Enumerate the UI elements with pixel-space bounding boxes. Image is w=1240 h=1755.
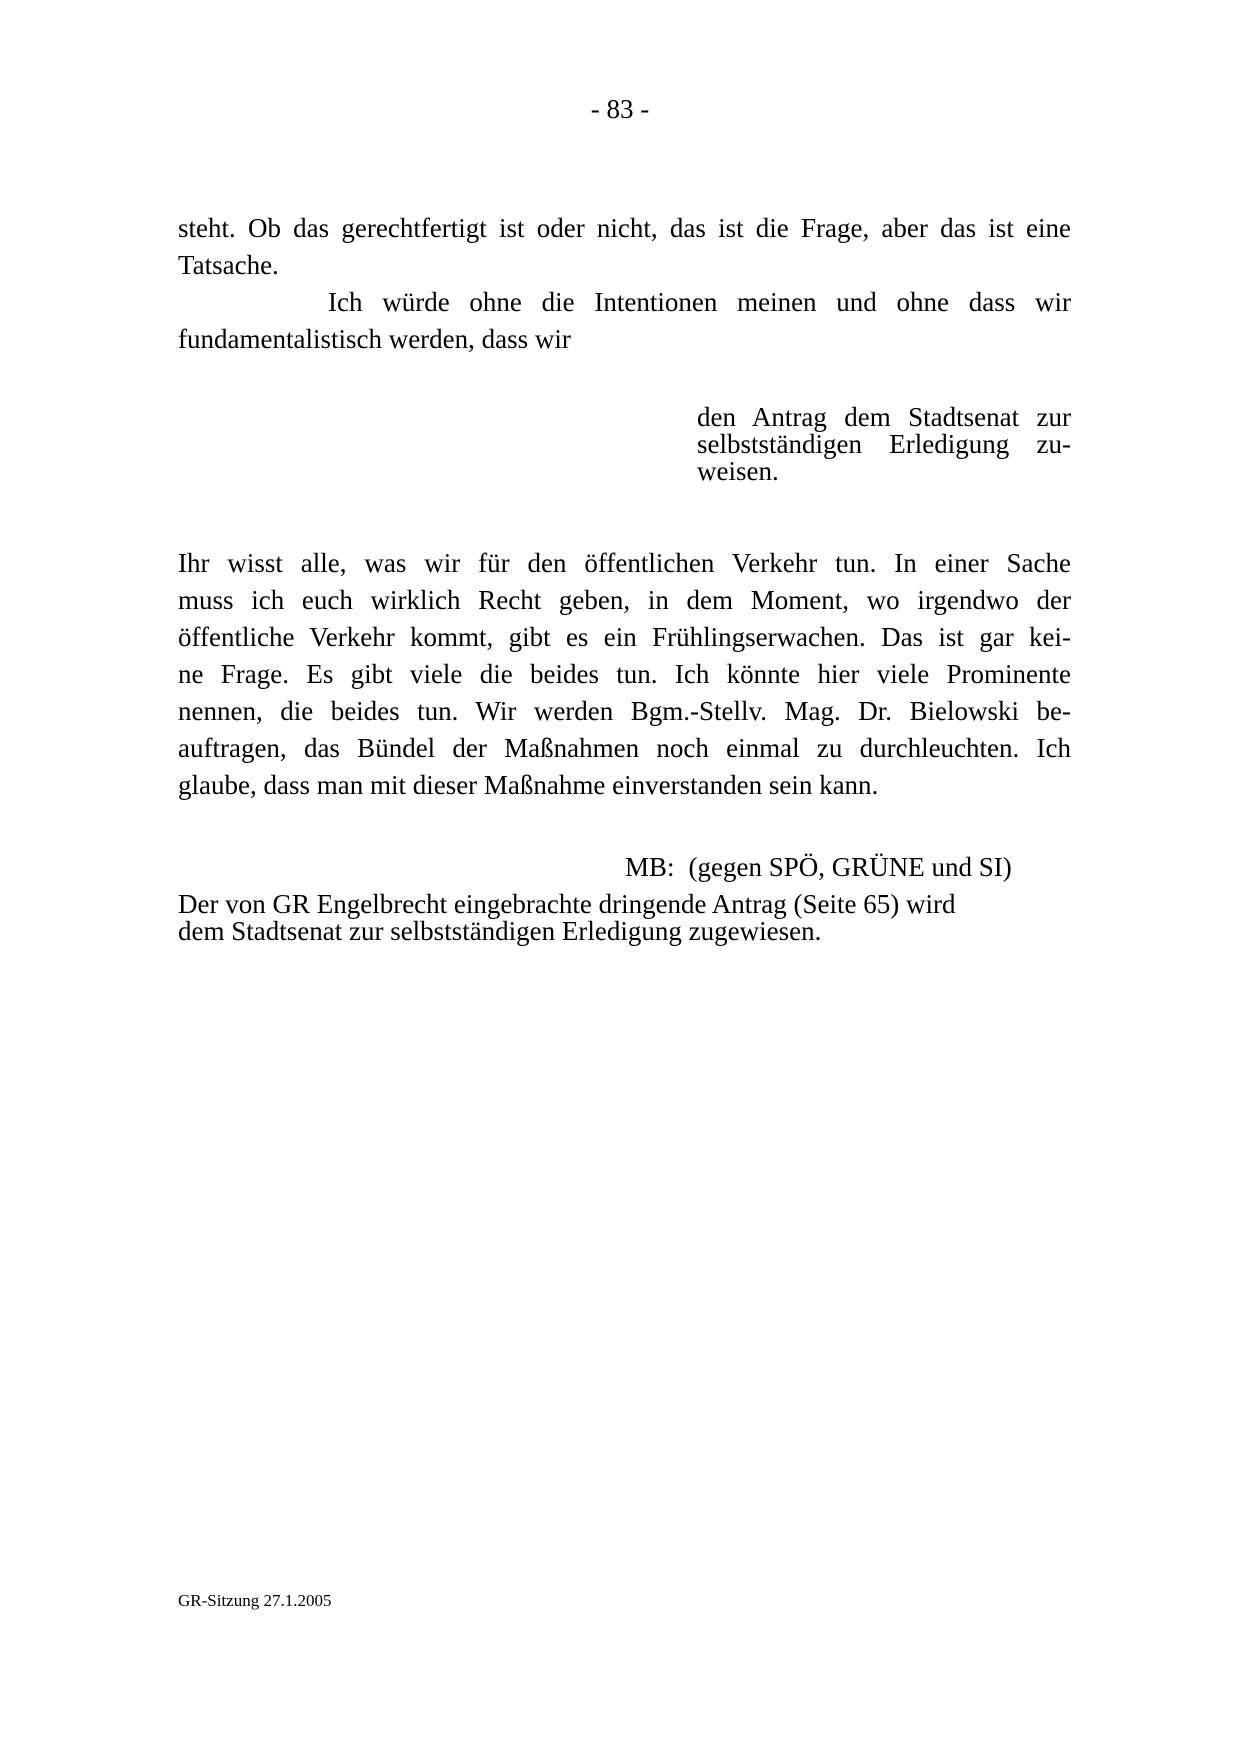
page-number: - 83 - [590, 94, 650, 124]
motion-line: weisen. [697, 456, 779, 486]
vote-label: MB: [625, 852, 675, 882]
vote-result [625, 851, 1012, 883]
vote-text: (gegen SPÖ, GRÜNE und SI) [688, 852, 1012, 882]
motion-text [697, 404, 1071, 485]
motion-line: selbstständigen Erledigung zu- [697, 429, 1071, 459]
main-line: ne Frage. Es gibt viele die beides tun. Ich könnte hier viele Prominente [178, 659, 1071, 689]
decision-text [178, 891, 1058, 945]
main-paragraph [178, 545, 1071, 804]
motion-line: den Antrag dem Stadtsenat zur [697, 402, 1071, 432]
main-line: muss ich euch wirklich Recht geben, in dem Moment, wo irgendwo der [178, 585, 1071, 615]
decision-line: dem Stadtsenat zur selbstständigen Erledigung zugewiesen. [178, 916, 822, 946]
intro-line: Ich würde ohne die Intentionen meinen und ohne dass wir [328, 287, 1071, 317]
main-line: Ihr wisst alle, was wir für den öffentlichen Verkehr tun. In einer Sache [178, 548, 1071, 578]
intro-line: Tatsache. [178, 250, 279, 280]
main-line: glaube, dass man mit dieser Maßnahme einverstanden sein kann. [178, 770, 879, 800]
main-line: öffentliche Verkehr kommt, gibt es ein Frühlingserwachen. Das ist gar kei- [178, 622, 1071, 652]
decision-line: Der von GR Engelbrecht eingebrachte dringende Antrag (Seite 65) wird [178, 889, 956, 919]
footer-session-date: GR-Sitzung 27.1.2005 [178, 1591, 332, 1610]
intro-line: fundamentalistisch werden, dass wir [178, 324, 571, 354]
intro-paragraph [178, 210, 1071, 358]
main-line: auftragen, das Bündel der Maßnahmen noch einmal zu durchleuchten. Ich [178, 733, 1071, 763]
intro-line: steht. Ob das gerechtfertigt ist oder nicht, das ist die Frage, aber das ist eine [178, 213, 1071, 243]
main-line: nennen, die beides tun. Wir werden Bgm.-Stellv. Mag. Dr. Bielowski be- [178, 696, 1071, 726]
